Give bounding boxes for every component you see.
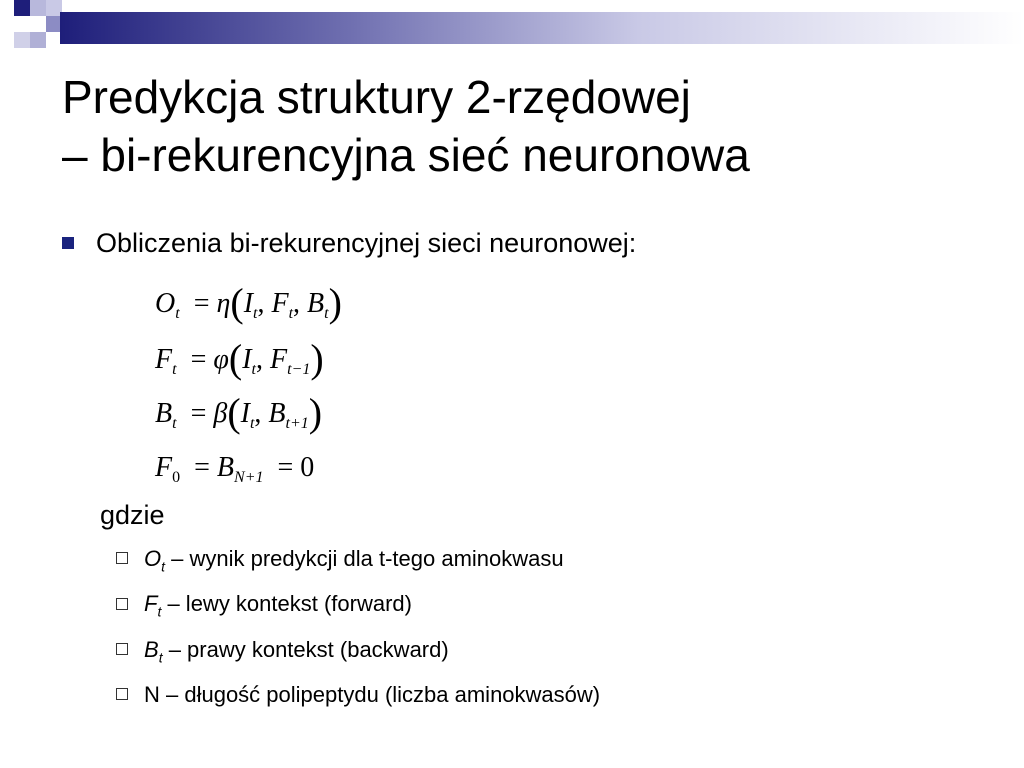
deco-square [14, 0, 30, 16]
hollow-square-bullet-icon [116, 688, 128, 700]
list-item: $O_t$ – wynik predykcji dla t-tego aminokwasu [116, 540, 600, 585]
definitions-list [116, 540, 600, 714]
decorative-header-band [0, 0, 1024, 50]
bullet-square-icon [62, 237, 74, 249]
list-item: $F_t$ – lewy kontekst (forward) [116, 585, 600, 630]
hollow-square-bullet-icon [116, 598, 128, 610]
list-item: $B_t$ – prawy kontekst (backward) [116, 631, 600, 676]
where-label: gdzie [100, 500, 165, 530]
equation-forward: $F_t = \varphi(I_t$, $F_{t-1}$) [155, 336, 324, 381]
main-bullet [62, 226, 636, 260]
main-bullet-text: Obliczenia bi-rekurencyjnej sieci neuronowej: [96, 228, 637, 258]
deco-square [30, 16, 46, 32]
slide-title [62, 68, 1002, 184]
equation-boundary: $F_0 = B_{N+1} = 0$ [155, 452, 315, 486]
deco-square [14, 32, 30, 48]
equation-backward: $B_t = \beta(I_t$, $B_{t+1}$) [155, 390, 323, 435]
list-item: N – długość polipeptydu (liczba aminokwasów) [116, 676, 600, 714]
title-line-2: – bi-rekurencyjna sieć neuronowa [62, 129, 750, 181]
hollow-square-bullet-icon [116, 552, 128, 564]
deco-square [30, 32, 46, 48]
hollow-square-bullet-icon [116, 643, 128, 655]
equation-output: $O_t = \eta(I_t$, $F_t$, $B_t$) [155, 280, 342, 325]
gradient-bar [60, 12, 1024, 44]
title-line-1: Predykcja struktury 2-rzędowej [62, 71, 691, 123]
deco-square [30, 0, 46, 16]
